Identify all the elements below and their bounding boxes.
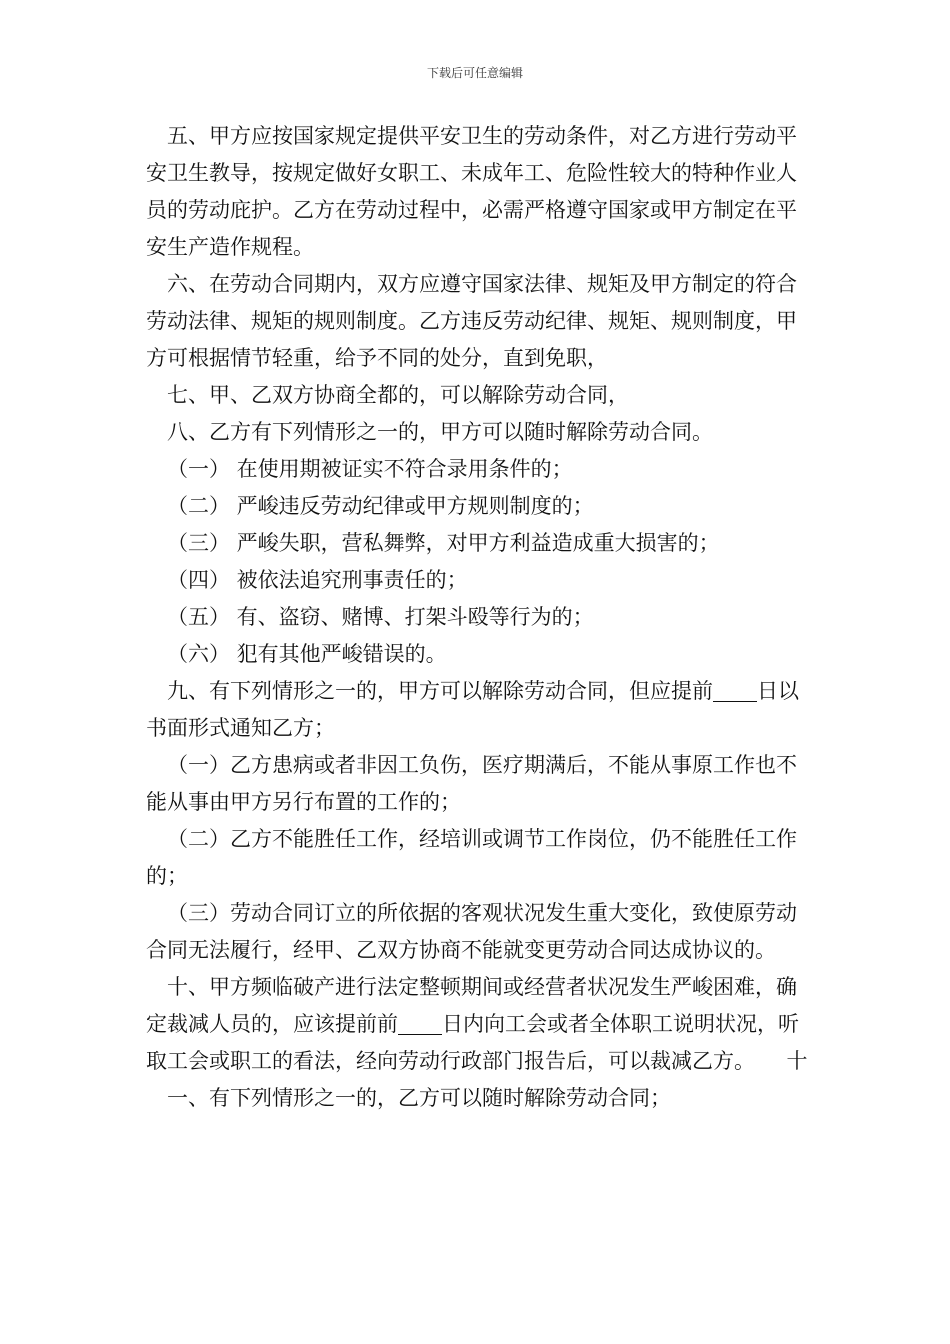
clause-8-item-4: （四） 被依法追究刑事责任的； bbox=[167, 568, 468, 592]
clause-8-item-2: （二） 严峻违反劳动纪律或甲方规则制度的； bbox=[167, 494, 594, 518]
clause-8-item-6: （六） 犯有其他严峻错误的。 bbox=[167, 642, 447, 666]
clause-10-text-before: 十、甲方频临破产进行法定整顿期间或经营者状况发生严峻困难，确定裁减人员的，应该提前前 bbox=[146, 975, 797, 1036]
clause-9-item-3: （三）劳动合同订立的所依据的客观状况发生重大变化，致使原劳动合同无法履行，经甲、乙双方协商不能就变更劳动合同达成协议的。 bbox=[146, 901, 797, 962]
clause-9-text-before: 九、有下列情形之一的，甲方可以解除劳动合同，但应提前 bbox=[167, 679, 713, 703]
clause-8: 八、乙方有下列情形之一的，甲方可以随时解除劳动合同。 bbox=[167, 420, 713, 444]
clause-9-text-after: 日以书面形式通知乙方； bbox=[146, 679, 799, 740]
clause-8-item-1: （一） 在使用期被证实不符合录用条件的； bbox=[167, 457, 573, 481]
clause-5: 五、甲方应按国家规定提供平安卫生的劳动条件，对乙方进行劳动平安卫生教导，按规定做好女职工、未成年工、危险性较大的特种作业人员的劳动庇护。乙方在劳动过程中，必需严格遵守国家或甲方制定在平安生产造作规程。 bbox=[146, 124, 797, 259]
page-header: 下载后可任意编辑 bbox=[426, 66, 523, 80]
fill-in-blank-days[interactable] bbox=[713, 679, 757, 702]
clause-8-item-5: （五） 有、盗窃、赌博、打架斗殴等行为的； bbox=[167, 605, 594, 629]
clause-11: 一、有下列情形之一的，乙方可以随时解除劳动合同； bbox=[167, 1086, 671, 1110]
clause-6: 六、在劳动合同期内，双方应遵守国家法律、规矩及甲方制定的符合劳动法律、规矩的规则制度。乙方违反劳动纪律、规矩、规则制度，甲方可根据情节轻重，给予不同的处分，直到免职， bbox=[146, 272, 797, 370]
document-body bbox=[146, 118, 810, 1117]
clause-10 bbox=[146, 969, 810, 1080]
clause-9-item-1: （一）乙方患病或者非因工负伤，医疗期满后，不能从事原工作也不能从事由甲方另行布置的工作的； bbox=[146, 753, 797, 814]
clause-9-item-2: （二）乙方不能胜任工作，经培训或调节工作岗位，仍不能胜任工作的； bbox=[146, 827, 797, 888]
clause-10-text-after: 日内向工会或者全体职工说明状况，听取工会或职工的看法，经向劳动行政部门报告后，可以裁减乙方。 十 bbox=[146, 1012, 808, 1073]
clause-7: 七、甲、乙双方协商全都的，可以解除劳动合同， bbox=[167, 383, 629, 407]
fill-in-blank-days[interactable] bbox=[398, 1012, 442, 1035]
clause-9 bbox=[146, 673, 810, 747]
clause-8-item-3: （三） 严峻失职，营私舞弊，对甲方利益造成重大损害的； bbox=[167, 531, 720, 555]
